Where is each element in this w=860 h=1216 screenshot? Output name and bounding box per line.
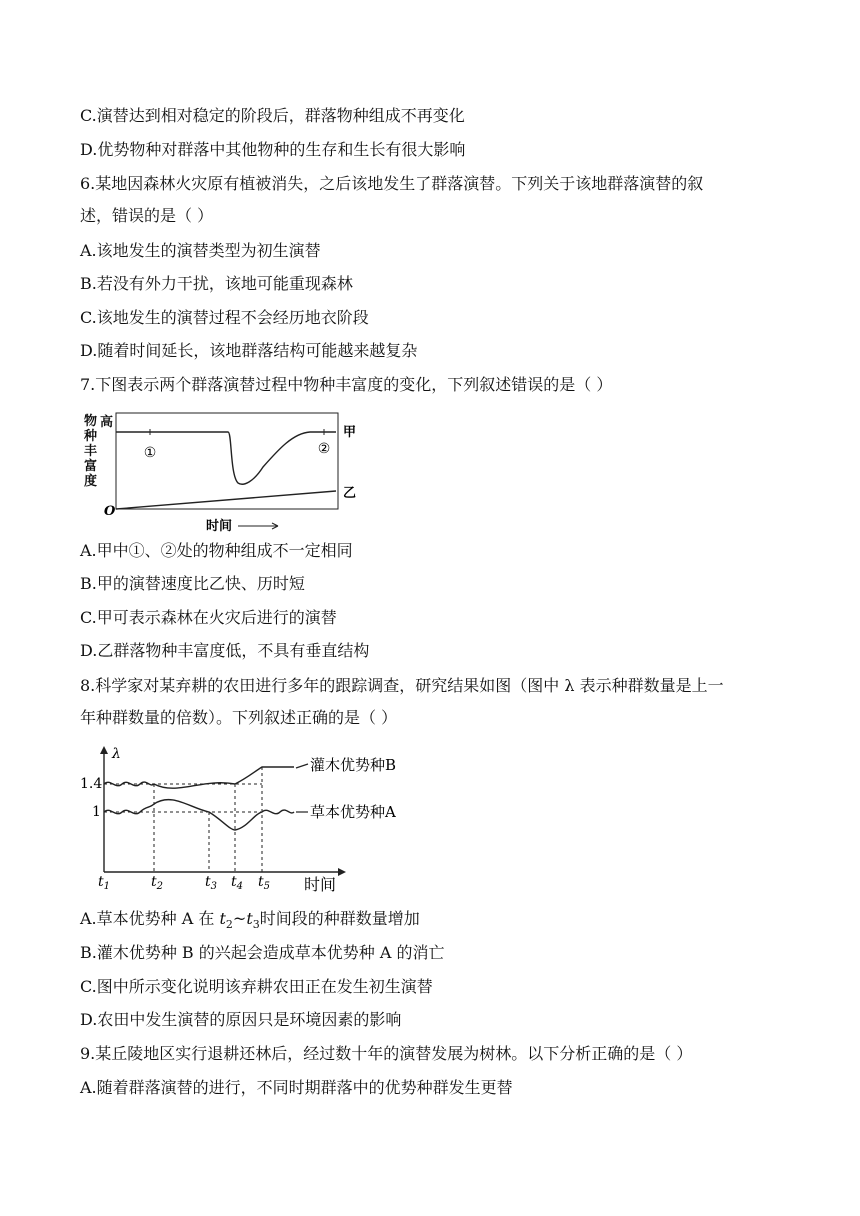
figure7-ylabel-char: 富 (84, 459, 98, 474)
q8-option-b: B.灌木优势种 B 的兴起会造成草本优势种 A 的消亡 (80, 943, 445, 962)
figure7-series-jia-label: 甲 (343, 425, 357, 440)
q6-stem-line1: 6.某地因森林火灾原有植被消失，之后该地发生了群落演替。下列关于该地群落演替的叙 (80, 174, 704, 193)
q6-option-a: A.该地发生的演替类型为初生演替 (80, 241, 321, 260)
figure7-high-label: 高 (100, 415, 114, 430)
q7-option-b: B.甲的演替速度比乙快、历时短 (80, 574, 305, 593)
figure8-xtick-t1: $t_1$ (98, 874, 111, 892)
figure7-xlabel: 时间 (206, 519, 233, 534)
q7-option-d: D.乙群落物种丰富度低，不具有垂直结构 (80, 641, 370, 660)
q5-option-c: C.演替达到相对稳定的阶段后，群落物种组成不再变化 (80, 106, 465, 125)
figure8-xtick-t2: $t_2$ (151, 874, 164, 892)
figure7-series-yi-label: 乙 (343, 486, 357, 501)
figure7-curve-yi (116, 491, 336, 509)
figure8-xtick-t5: $t_5$ (258, 874, 271, 892)
q7-option-a: A.甲中①、②处的物种组成不一定相同 (80, 541, 353, 560)
figure8-ytick-1-4: 1.4 (80, 776, 103, 792)
figure8-xlabel: 时间 (304, 875, 337, 894)
q7-species-richness-figure (78, 405, 368, 535)
figure7-mark-2: ② (317, 441, 331, 457)
figure8-curve-shrub-b (104, 767, 294, 788)
figure8-series-b-label: 灌木优势种B (310, 756, 397, 774)
figure8-leader-b (296, 764, 308, 768)
figure8-curve-herb-a (104, 800, 294, 830)
figure8-ytick-1: 1 (92, 804, 101, 820)
q9-stem: 9.某丘陵地区实行退耕还林后，经过数十年的演替发展为树林。以下分析正确的是（ ） (80, 1044, 693, 1063)
q8-stem-line2: 年种群数量的倍数）。下列叙述正确的是（ ） (80, 708, 398, 727)
figure8-ylabel: λ (112, 746, 121, 762)
q8-stem-line1: 8.科学家对某弃耕的农田进行多年的跟踪调查，研究结果如图（图中 λ 表示种群数量是上一 (80, 676, 724, 695)
q5-option-d: D.优势物种对群落中其他物种的生存和生长有很大影响 (80, 140, 466, 159)
q8-option-d: D.农田中发生演替的原因只是环境因素的影响 (80, 1010, 402, 1029)
figure8-xaxis-arrow (338, 868, 346, 876)
figure7-ylabel-char: 物 (84, 414, 98, 429)
figure8-series-a-label: 草本优势种A (310, 803, 396, 821)
figure7-origin-label: O (104, 504, 116, 519)
q9-option-a: A.随着群落演替的进行，不同时期群落中的优势种群发生更替 (80, 1078, 513, 1097)
figure8-xticks (98, 874, 270, 892)
figure8-xtick-t3: $t_3$ (205, 874, 218, 892)
figure7-ylabel-char: 丰 (84, 444, 98, 459)
q7-stem: 7.下图表示两个群落演替过程中物种丰富度的变化，下列叙述错误的是（ ） (80, 375, 613, 394)
q8-option-c: C.图中所示变化说明该弃耕农田正在发生初生演替 (80, 977, 433, 996)
q7-option-c: C.甲可表示森林在火灾后进行的演替 (80, 608, 337, 627)
q8-option-a: A.草本优势种 A 在 $t_2\sim t_3$时间段的种群数量增加 (80, 909, 420, 932)
q6-option-b: B.若没有外力干扰，该地可能重现森林 (80, 274, 353, 293)
figure8-xtick-t4: $t_4$ (231, 874, 244, 892)
figure7-mark-1: ① (143, 445, 157, 461)
q6-stem-line2: 述，错误的是（ ） (80, 206, 214, 225)
q8-lambda-figure (72, 738, 422, 898)
figure7-ylabel-char: 种 (84, 429, 98, 444)
figure7-frame (116, 413, 338, 509)
figure8-yaxis-arrow (100, 746, 108, 754)
q6-option-d: D.随着时间延长，该地群落结构可能越来越复杂 (80, 341, 418, 360)
figure7-ylabel-char: 度 (84, 474, 98, 489)
q6-option-c: C.该地发生的演替过程不会经历地衣阶段 (80, 308, 369, 327)
